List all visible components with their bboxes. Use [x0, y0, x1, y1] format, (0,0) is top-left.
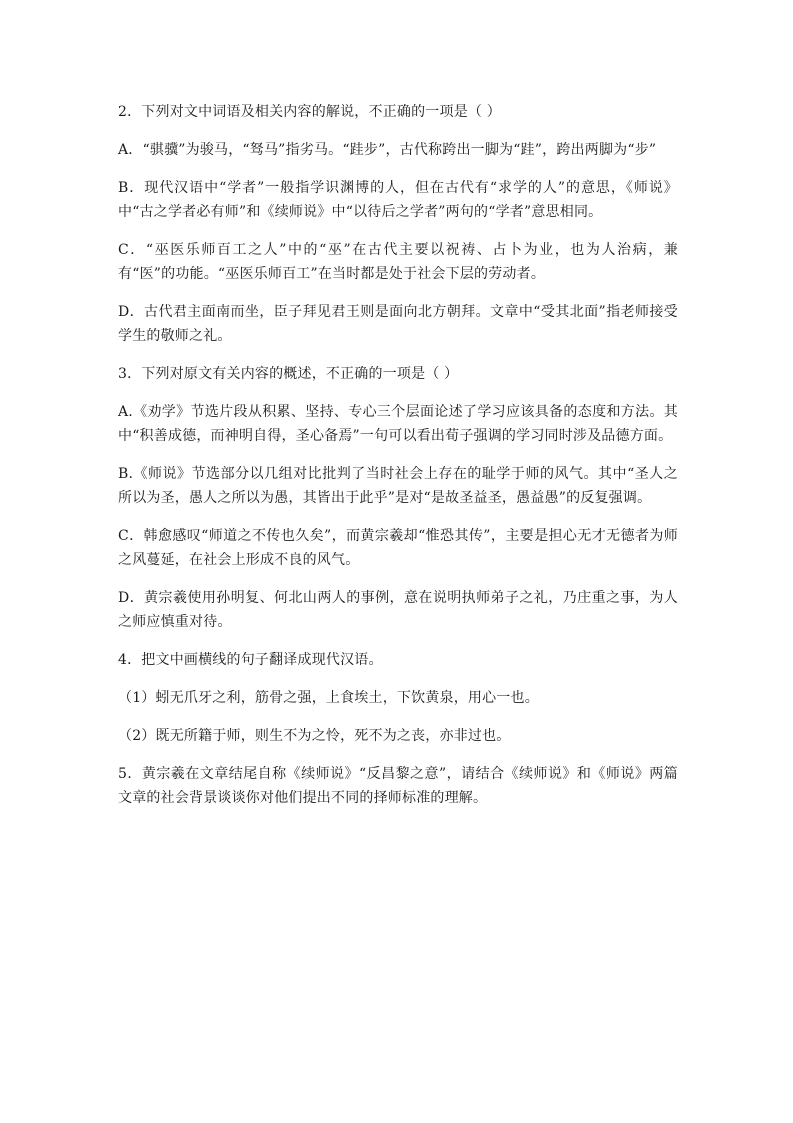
question-4-item-2: （2）既无所籍于师，则生不为之怜，死不为之丧，亦非过也。 — [118, 728, 511, 744]
question-3-option-a: A.《劝学》节选片段从积累、坚持、专心三个层面论述了学习应该具备的态度和方法。其中“积善成德，而神明自得，圣心备焉”一句可以看出荀子强调的学习同时涉及品德方面。 — [118, 404, 678, 444]
question-2-stem: 2．下列对文中词语及相关内容的解说，不正确的一项是（ ） — [118, 104, 501, 120]
question-3-option-b: B.《师说》节选部分以几组对比批判了当时社会上存在的耻学于师的风气。其中“圣人之所以为圣，愚人之所以为愚，其皆出于此乎”是对“是故圣益圣，愚益愚”的反复强调。 — [118, 466, 678, 506]
question-4-item-1: （1）蚓无爪牙之利，筋骨之强，上食埃土，下饮黄泉，用心一也。 — [118, 690, 539, 706]
question-2-option-b: B．现代汉语中“学者”一般指学识渊博的人，但在古代有“求学的人”的意思，《师说》中“古之学者必有师”和《续师说》中“以待后之学者”两句的“学者”意思相同。 — [118, 180, 678, 220]
question-5-stem: 5．黄宗羲在文章结尾自称《续师说》“反昌黎之意”，请结合《续师说》和《师说》两篇文章的社会背景谈谈你对他们提出不同的择师标准的理解。 — [118, 766, 678, 806]
question-2-option-c: C．“巫医乐师百工之人”中的“巫”在古代主要以祝祷、占卜为业，也为人治病，兼有“医”的功能。“巫医乐师百工”在当时都是处于社会下层的劳动者。 — [118, 242, 678, 282]
document-content — [118, 100, 678, 824]
question-4-stem: 4．把文中画横线的句子翻译成现代汉语。 — [118, 652, 383, 668]
question-3-option-c: C．韩愈感叹“师道之不传也久矣”，而黄宗羲却“惟恐其传”，主要是担心无才无德者为师之风蔓延，在社会上形成不良的风气。 — [118, 528, 678, 568]
question-2-option-a: A．“骐骥”为骏马，“驽马”指劣马。“跬步”，古代称跨出一脚为“跬”，跨出两脚为“步” — [118, 142, 657, 158]
question-3-option-d: D．黄宗羲使用孙明复、何北山两人的事例，意在说明执师弟子之礼，乃庄重之事，为人之师应慎重对待。 — [118, 590, 678, 630]
question-2-option-d: D．古代君主面南而坐，臣子拜见君王则是面向北方朝拜。文章中“受其北面”指老师接受学生的敬师之礼。 — [118, 304, 678, 344]
question-3-stem: 3．下列对原文有关内容的概述，不正确的一项是（ ） — [118, 366, 459, 382]
